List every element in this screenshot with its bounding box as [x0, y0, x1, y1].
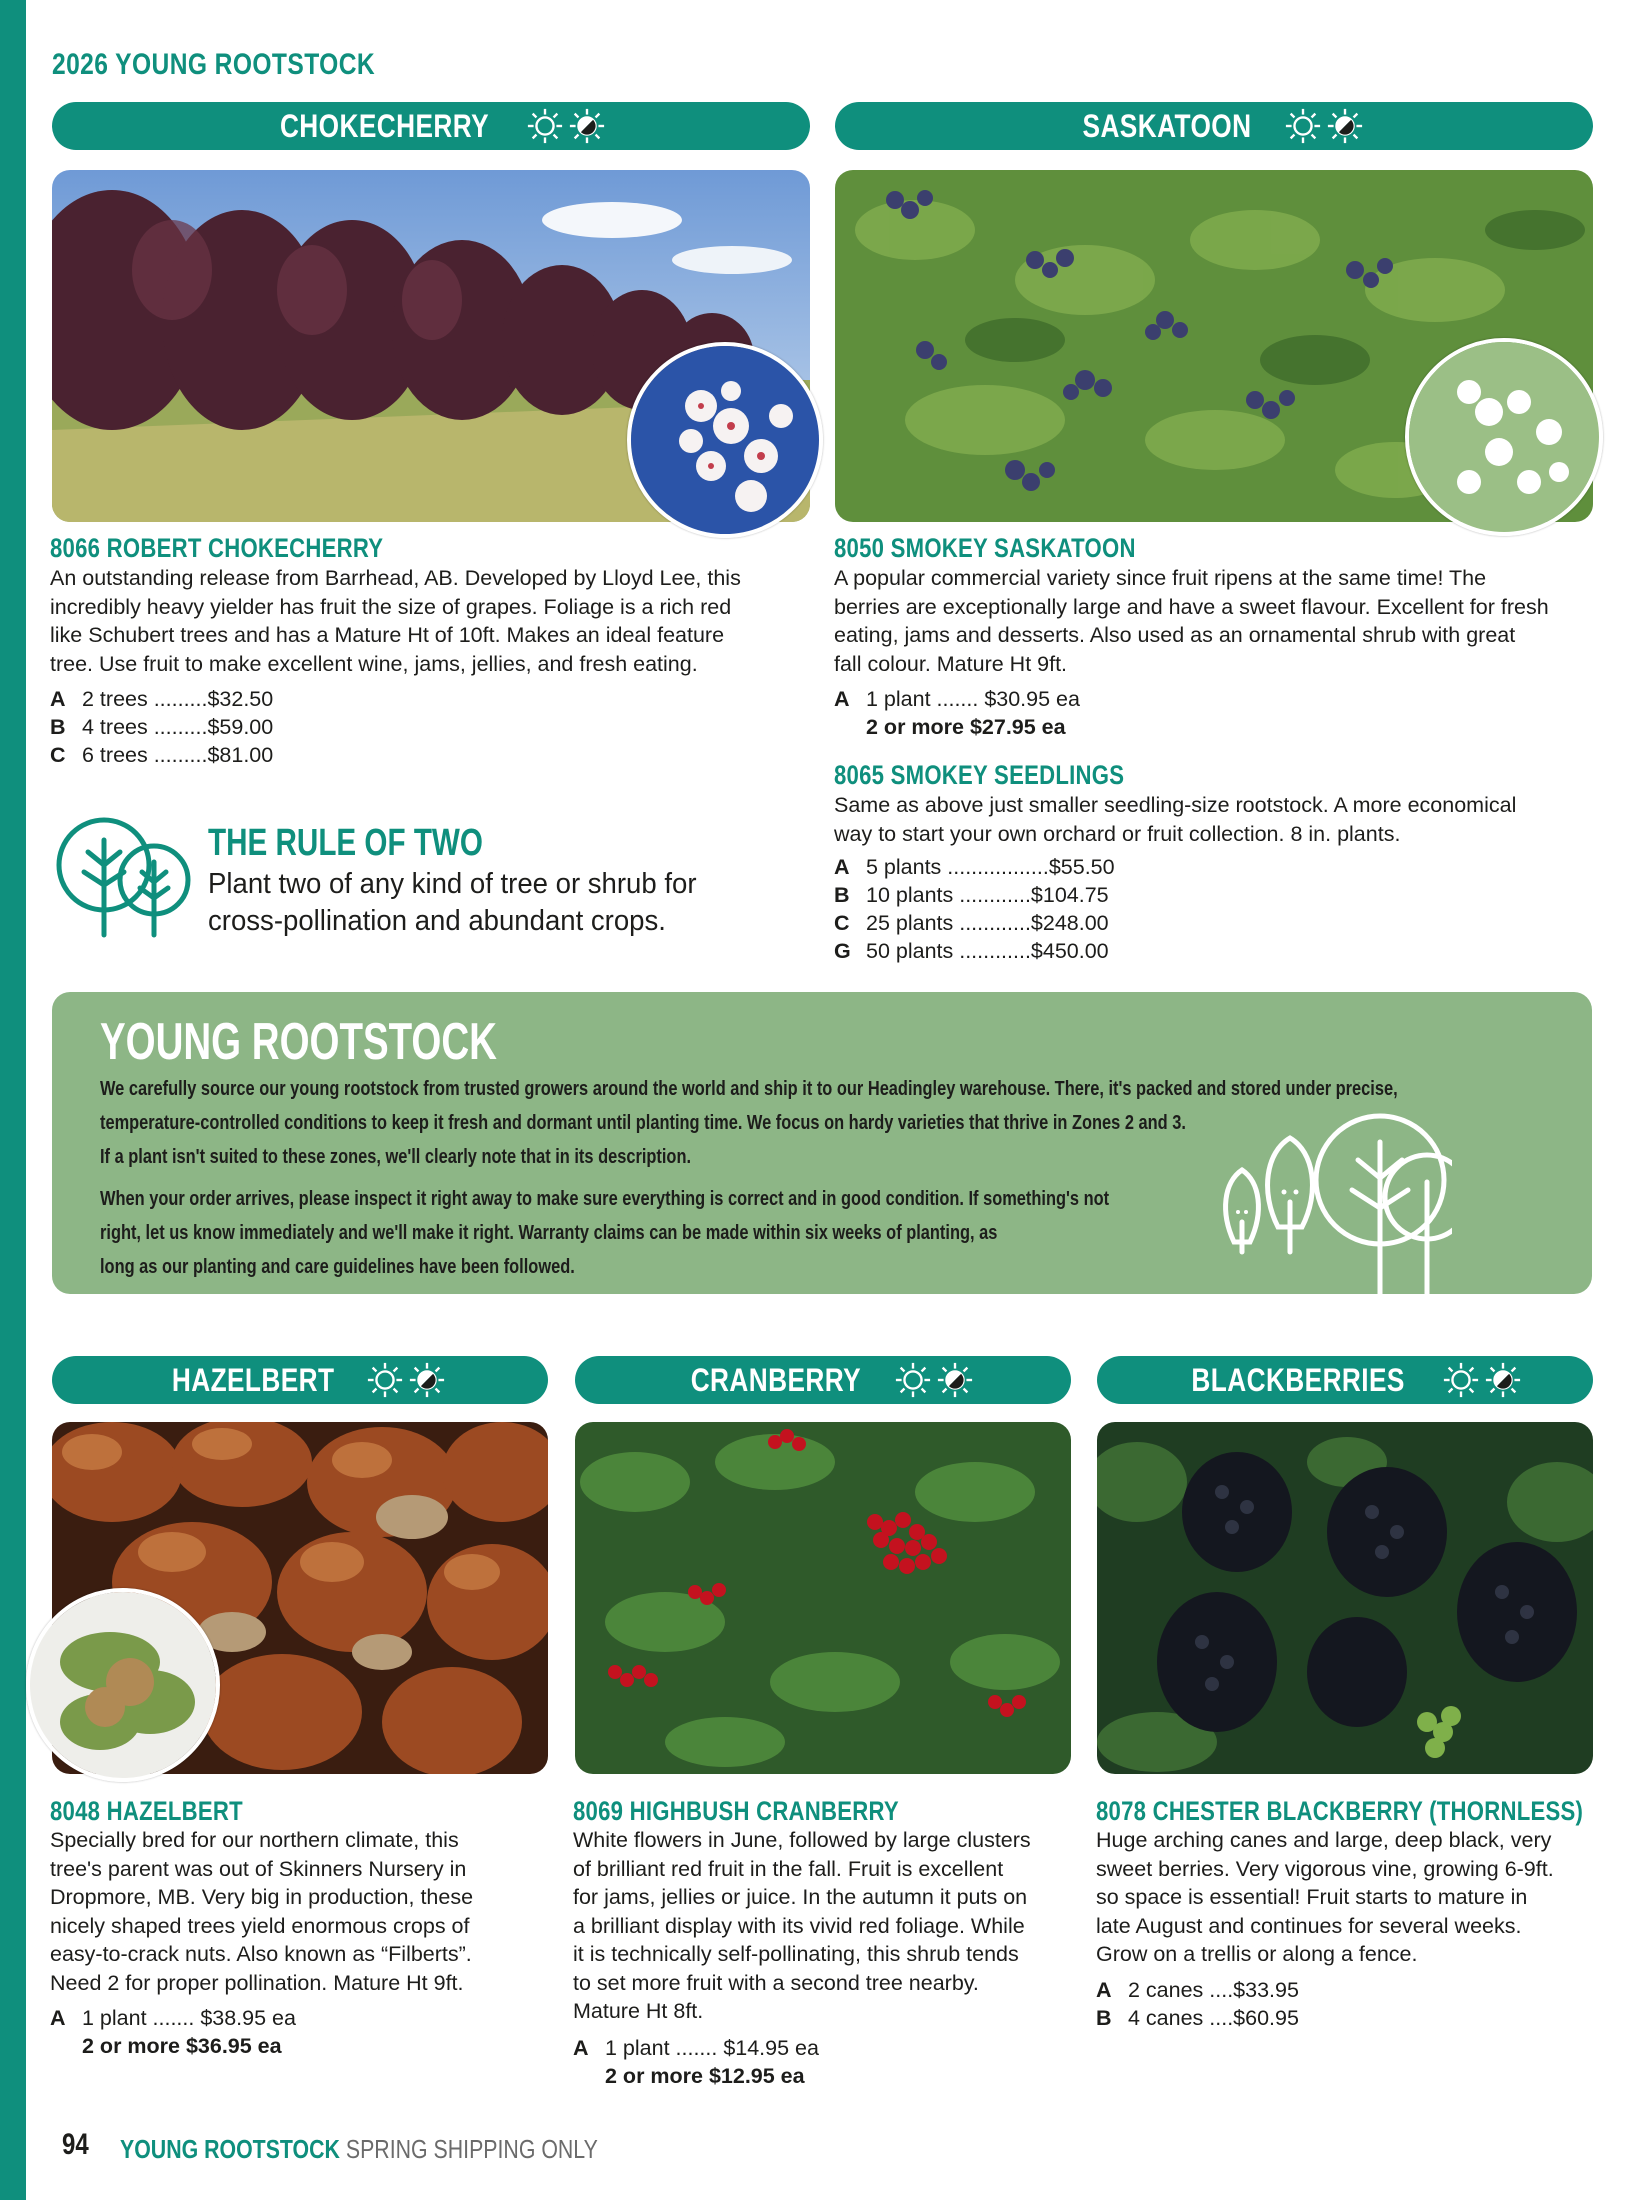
price-code: G — [834, 939, 851, 963]
rule-line: Plant two of any kind of tree or shrub for — [208, 868, 697, 900]
price-list-8065 — [834, 853, 1115, 965]
price-text: 50 plants ............$450.00 — [866, 939, 1109, 963]
partial-sun-icon — [936, 1361, 974, 1399]
footer-section: YOUNG ROOTSTOCK — [120, 2134, 340, 2164]
banner-label: CHOKECHERRY — [279, 107, 489, 144]
product-description-8069 — [573, 1826, 1083, 2026]
sun-icons — [894, 1361, 974, 1399]
price-text: 4 trees .........$59.00 — [82, 715, 274, 739]
price-code: C — [834, 911, 850, 935]
footer-note: SPRING SHIPPING ONLY — [345, 2134, 598, 2164]
product-description-8066 — [50, 564, 810, 678]
partial-sun-icon — [568, 107, 606, 145]
price-code: B — [1096, 2006, 1112, 2030]
info-title: YOUNG ROOTSTOCK — [100, 1013, 497, 1071]
banner-blackberries — [1097, 1356, 1593, 1404]
partial-sun-icon — [1484, 1361, 1522, 1399]
desc-line: A popular commercial variety since fruit ripens at the same time! The — [834, 566, 1487, 590]
desc-line: berries are exceptionally large and have a sweet flavour. Excellent for fresh — [834, 594, 1549, 619]
desc-line: for jams, jellies or juice. In the autumn it puts on — [573, 1885, 1028, 1909]
price-code: B — [834, 883, 850, 907]
price-list-8048 — [50, 2004, 296, 2060]
partial-sun-icon — [1326, 107, 1364, 145]
page-title: 2026 YOUNG ROOTSTOCK — [52, 48, 376, 81]
price-list-8069 — [573, 2034, 819, 2090]
desc-line: Mature Ht 8ft. — [573, 1999, 704, 2023]
rule-of-two-text — [208, 866, 697, 940]
chokecherry-blossom-inset — [627, 342, 823, 538]
side-color-bar — [0, 0, 26, 2200]
price-text: 6 trees .........$81.00 — [82, 743, 274, 767]
desc-line: it is technically self-pollinating, this shrub tends — [573, 1942, 1019, 1966]
price-text: 5 plants .................$55.50 — [866, 855, 1115, 879]
banner-chokecherry — [52, 102, 810, 150]
full-sun-icon — [366, 1361, 404, 1399]
full-sun-icon — [1442, 1361, 1480, 1399]
price-text: 2 canes ....$33.95 — [1128, 1978, 1299, 2002]
two-trees-icon — [54, 810, 194, 940]
desc-line: so space is essential! Fruit starts to mature in — [1096, 1885, 1528, 1909]
partial-sun-icon — [408, 1361, 446, 1399]
price-row — [834, 685, 1080, 713]
price-row — [834, 909, 1115, 937]
sun-icons — [366, 1361, 446, 1399]
product-title-8048: 8048 HAZELBERT — [50, 1796, 243, 1826]
bulk-price: 2 or more $36.95 ea — [82, 2034, 282, 2058]
price-code: C — [50, 743, 66, 767]
desc-line: Dropmore, MB. Very big in production, these — [50, 1885, 474, 1909]
info-line: If a plant isn't suited to these zones, we'll clearly note that in its description. — [100, 1146, 692, 1168]
price-text: 25 plants ............$248.00 — [866, 911, 1109, 935]
desc-line: incredibly heavy yielder has fruit the size of grapes. Foliage is a rich red — [50, 594, 732, 619]
cranberry-photo — [575, 1422, 1071, 1774]
price-row — [50, 741, 273, 769]
price-row — [50, 2004, 296, 2032]
rule-line: cross-pollination and abundant crops. — [208, 905, 666, 937]
saskatoon-blossom-inset — [1405, 338, 1603, 536]
desc-line: eating, jams and desserts. Also used as an ornamental shrub with great — [834, 623, 1516, 647]
price-text: 2 trees .........$32.50 — [82, 687, 274, 711]
young-rootstock-info-box — [52, 992, 1592, 1294]
desc-line: to set more fruit with a second tree nearby. — [573, 1970, 979, 1995]
page-number: 94 — [62, 2128, 89, 2161]
product-description-8078 — [1096, 1826, 1606, 1969]
bulk-price: 2 or more $27.95 ea — [866, 715, 1066, 739]
banner-cranberry — [575, 1356, 1071, 1404]
desc-line: White flowers in June, followed by large clusters — [573, 1828, 1031, 1852]
product-title-8066: 8066 ROBERT CHOKECHERRY — [50, 533, 384, 563]
desc-line: An outstanding release from Barrhead, AB. Developed by Lloyd Lee, this — [50, 566, 741, 590]
full-sun-icon — [1284, 107, 1322, 145]
price-list-8078 — [1096, 1976, 1299, 2032]
price-code: B — [50, 715, 66, 739]
rule-of-two-title: THE RULE OF TWO — [208, 822, 483, 864]
price-code: A — [1096, 1978, 1112, 2002]
product-description-8065 — [834, 791, 1604, 848]
desc-line: of brilliant red fruit in the fall. Fruit is excellent — [573, 1856, 1004, 1881]
info-line: right, let us know immediately and we'll make it right. Warranty claims can be made within six weeks of planting, as — [100, 1222, 998, 1244]
price-text: 4 canes ....$60.95 — [1128, 2006, 1299, 2030]
price-row — [1096, 2004, 1299, 2032]
price-row — [834, 881, 1115, 909]
info-line: We carefully source our young rootstock from trusted growers around the world and ship it to our Headingley warehouse. There, it's packed and stored under precise, — [100, 1078, 1398, 1100]
banner-label: SASKATOON — [1082, 107, 1252, 144]
desc-line: tree's parent was out of Skinners Nursery in — [50, 1856, 467, 1881]
price-row — [573, 2034, 819, 2062]
footer-section-label — [120, 2134, 598, 2165]
product-title-8065: 8065 SMOKEY SEEDLINGS — [834, 760, 1125, 790]
desc-line: nicely shaped trees yield enormous crops of — [50, 1913, 470, 1938]
info-line: When your order arrives, please inspect it right away to make sure everything is correct and in good condition. If something's not — [100, 1188, 1110, 1210]
product-title-8069: 8069 HIGHBUSH CRANBERRY — [573, 1796, 899, 1826]
price-code: A — [573, 2036, 589, 2060]
price-text: 1 plant ....... $14.95 ea — [605, 2036, 819, 2060]
info-paragraph-2 — [100, 1182, 1166, 1284]
bulk-price: 2 or more $12.95 ea — [605, 2064, 805, 2088]
banner-saskatoon — [835, 102, 1593, 150]
price-text: 10 plants ............$104.75 — [866, 883, 1109, 907]
product-title-8050: 8050 SMOKEY SASKATOON — [834, 533, 1136, 563]
desc-line: way to start your own orchard or fruit collection. 8 in. plants. — [834, 821, 1401, 846]
price-code: A — [834, 855, 850, 879]
banner-hazelbert — [52, 1356, 548, 1404]
desc-line: Specially bred for our northern climate, this — [50, 1828, 459, 1852]
price-row — [834, 937, 1115, 965]
trees-illustration-icon — [1212, 1112, 1452, 1294]
desc-line: Huge arching canes and large, deep black, very — [1096, 1828, 1552, 1852]
desc-line: fall colour. Mature Ht 9ft. — [834, 651, 1068, 676]
product-description-8048 — [50, 1826, 550, 1997]
price-text: 1 plant ....... $38.95 ea — [82, 2006, 296, 2030]
sun-icons — [1442, 1361, 1522, 1399]
price-row — [834, 853, 1115, 881]
full-sun-icon — [526, 107, 564, 145]
price-list-8066 — [50, 685, 273, 769]
desc-line: Grow on a trellis or along a fence. — [1096, 1942, 1418, 1966]
sun-icons — [1284, 107, 1364, 145]
desc-line: a brilliant display with its vivid red foliage. While — [573, 1913, 1025, 1938]
desc-line: Need 2 for proper pollination. Mature Ht 9ft. — [50, 1970, 464, 1995]
price-code: A — [834, 687, 850, 711]
price-row — [1096, 1976, 1299, 2004]
info-line: long as our planting and care guidelines have been followed. — [100, 1256, 575, 1278]
product-title-8078: 8078 CHESTER BLACKBERRY (THORNLESS) — [1096, 1796, 1584, 1826]
price-code: A — [50, 2006, 66, 2030]
price-row — [50, 713, 273, 741]
price-list-8050 — [834, 685, 1080, 741]
banner-label: BLACKBERRIES — [1191, 1361, 1405, 1398]
full-sun-icon — [894, 1361, 932, 1399]
banner-label: HAZELBERT — [171, 1361, 335, 1398]
info-line: temperature-controlled conditions to keep it fresh and dormant until planting time. We focus on hardy varieties that thrive in Zones 2 and 3. — [100, 1112, 1186, 1134]
blackberries-photo — [1097, 1422, 1593, 1774]
desc-line: easy-to-crack nuts. Also known as “Filberts”. — [50, 1942, 472, 1966]
hazelbert-husk-inset — [26, 1588, 220, 1782]
desc-line: Same as above just smaller seedling-size rootstock. A more economical — [834, 793, 1517, 817]
desc-line: sweet berries. Very vigorous vine, growing 6-9ft. — [1096, 1856, 1554, 1881]
price-row — [50, 685, 273, 713]
desc-line: tree. Use fruit to make excellent wine, jams, jellies, and fresh eating. — [50, 651, 698, 676]
desc-line: late August and continues for several weeks. — [1096, 1913, 1522, 1938]
sun-icons — [526, 107, 606, 145]
price-code: A — [50, 687, 66, 711]
desc-line: like Schubert trees and has a Mature Ht of 10ft. Makes an ideal feature — [50, 623, 725, 647]
product-description-8050 — [834, 564, 1604, 678]
banner-label: CRANBERRY — [690, 1361, 862, 1398]
price-text: 1 plant ....... $30.95 ea — [866, 687, 1080, 711]
